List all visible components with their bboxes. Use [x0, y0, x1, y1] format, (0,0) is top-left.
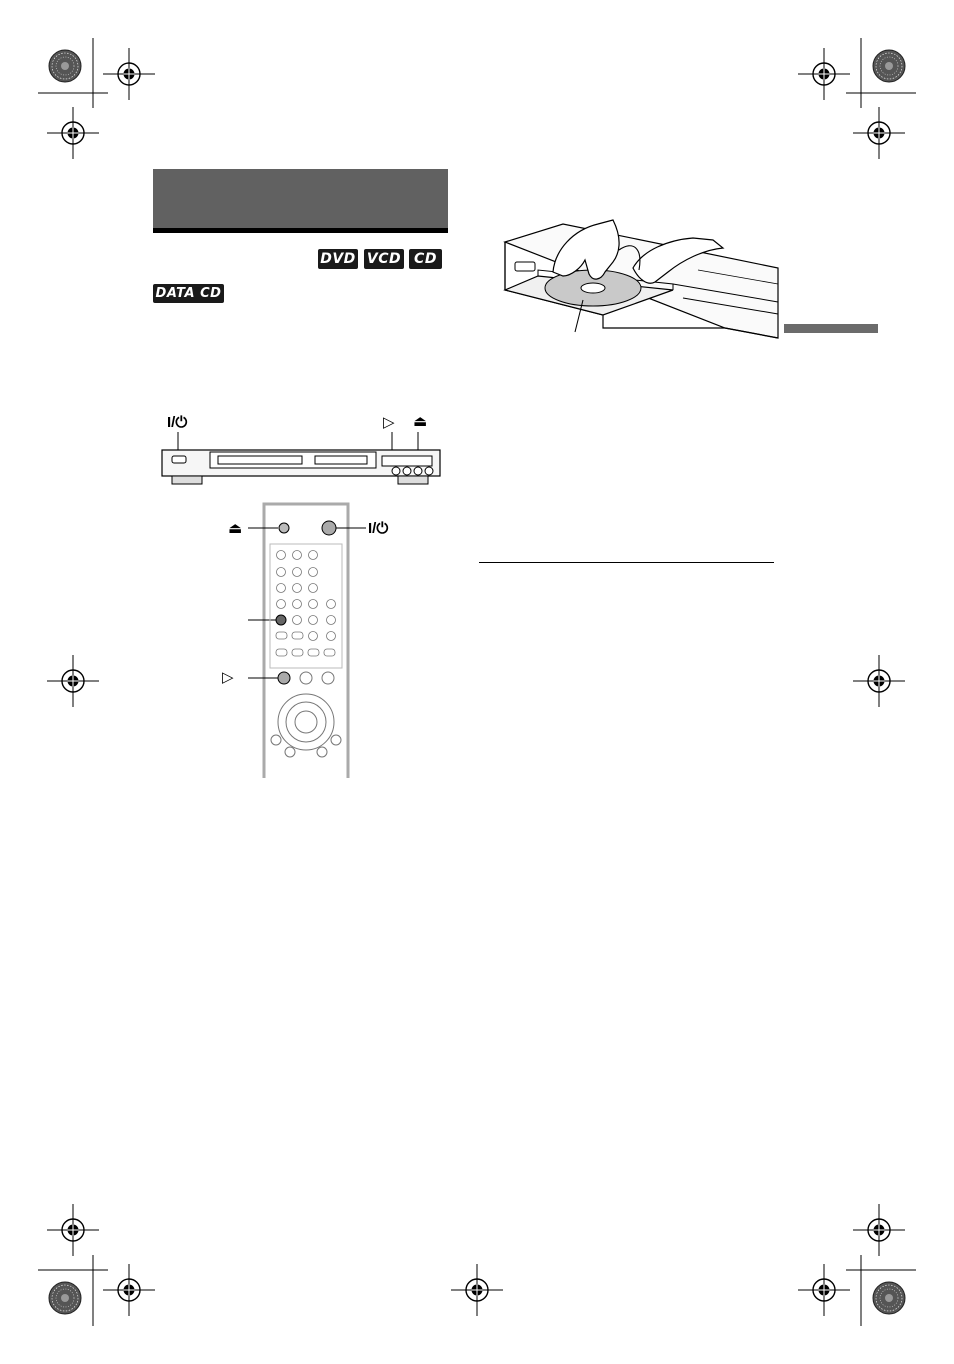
registration-mark	[853, 1204, 905, 1256]
registration-mark	[103, 48, 155, 100]
play-label-remote: ▷	[222, 669, 234, 686]
disc-insertion-illustration	[493, 210, 783, 360]
registration-mark	[47, 655, 99, 707]
badge-data-cd: DATA CD	[153, 284, 224, 303]
eject-label-remote: ⏏	[228, 520, 243, 537]
registration-mark	[47, 107, 99, 159]
section-title-rule	[153, 228, 448, 233]
chapter-tab-bar	[784, 324, 878, 333]
registration-mark	[798, 1264, 850, 1316]
registration-mark	[853, 107, 905, 159]
starburst-mark	[49, 1282, 81, 1314]
section-title-band	[153, 169, 448, 228]
starburst-mark	[873, 50, 905, 82]
registration-mark	[853, 655, 905, 707]
registration-mark	[798, 48, 850, 100]
play-label-player: ▷	[383, 414, 395, 431]
registration-mark	[103, 1264, 155, 1316]
remote-control	[240, 500, 440, 785]
section-divider	[479, 562, 774, 563]
badge-vcd: VCD	[364, 249, 404, 269]
power-label-remote: I/⏻	[368, 520, 389, 537]
registration-mark	[47, 1204, 99, 1256]
power-label-player: I/⏻	[167, 414, 188, 431]
eject-label-player: ⏏	[413, 413, 428, 430]
badge-cd: CD	[409, 249, 442, 269]
badge-dvd: DVD	[318, 249, 358, 269]
player-front-panel	[160, 430, 444, 490]
registration-mark	[451, 1264, 503, 1316]
starburst-mark	[49, 50, 81, 82]
starburst-mark	[873, 1282, 905, 1314]
